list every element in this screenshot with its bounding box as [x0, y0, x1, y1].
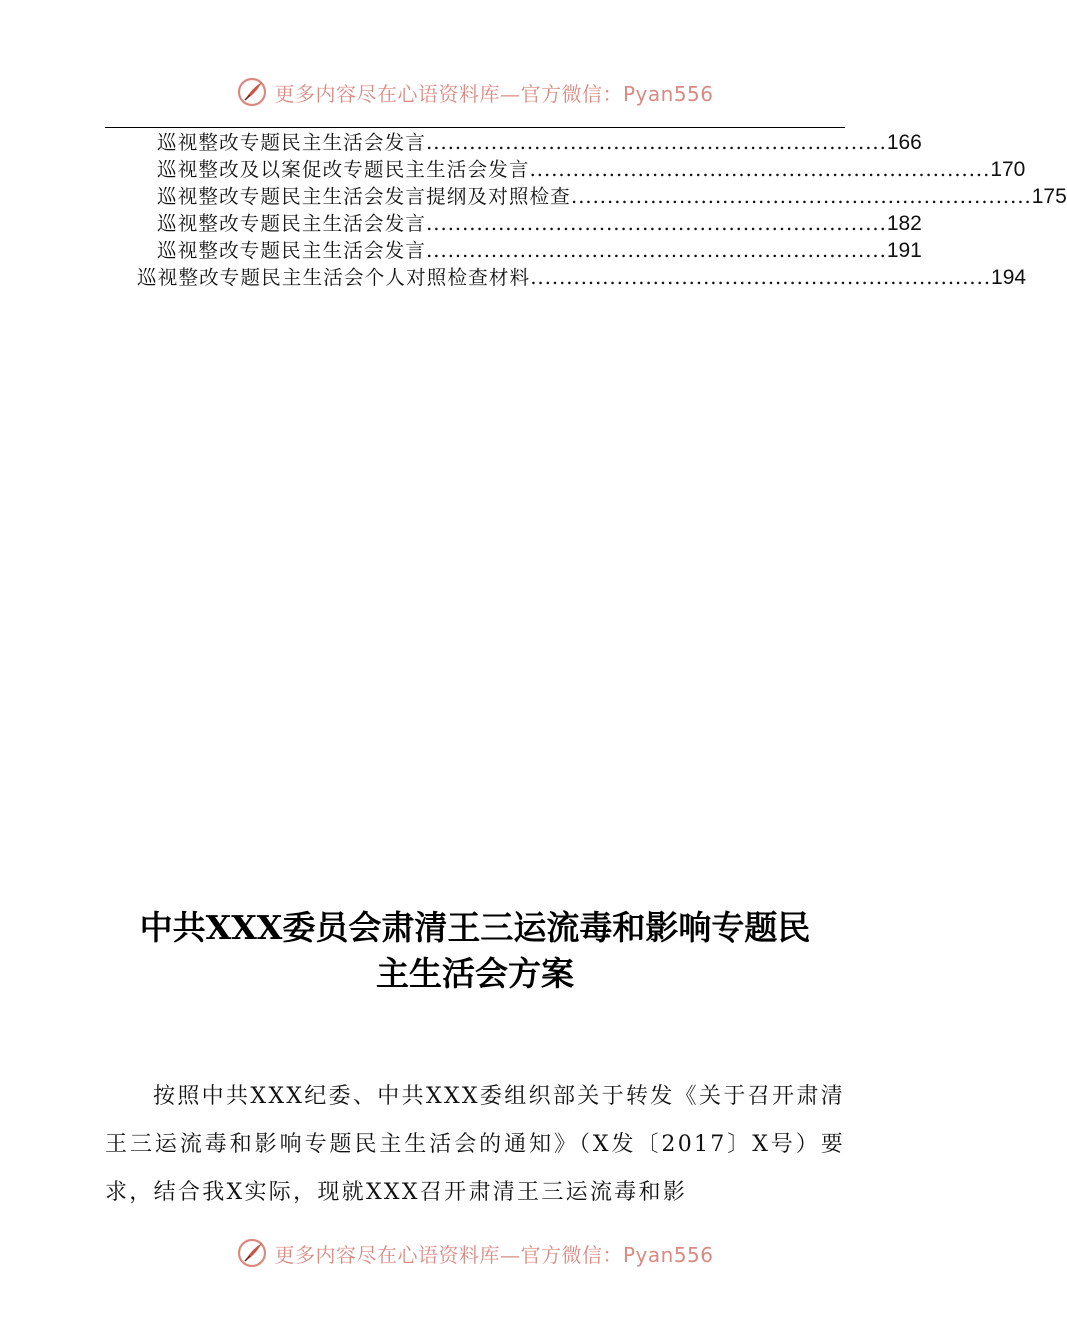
toc-entry[interactable]	[157, 156, 1026, 183]
watermark-footer	[0, 1233, 950, 1273]
toc-entry-title: 巡视整改专题民主生活会发言	[157, 131, 427, 154]
toc-entry[interactable]	[157, 183, 1067, 210]
body-paragraph: 按照中共XXX纪委、中共XXX委组织部关于转发《关于召开肃清王三运流毒和影响专题民主生活会的通知》（X发〔2017〕X号）要求，结合我X实际，现就XXX召开肃清王三运流毒和影	[105, 1084, 845, 1205]
watermark-text: 更多内容尽在心语资料库—官方微信：Pyan556	[274, 81, 714, 106]
toc-leader-dots: ................................................................	[426, 212, 887, 235]
toc-page-number: 194	[991, 266, 1027, 289]
document-title-line2: 主生活会方案	[376, 954, 574, 993]
toc-leader-dots: ................................................................	[529, 158, 991, 181]
toc-page-number: 166	[886, 131, 922, 154]
toc-page-number: 191	[886, 239, 922, 262]
toc-entry[interactable]	[137, 264, 1027, 291]
watermark-header	[0, 72, 950, 112]
toc-entry-title: 巡视整改专题民主生活会发言提纲及对照检查	[157, 185, 572, 208]
toc-entry-title: 巡视整改及以案促改专题民主生活会发言	[157, 158, 530, 181]
toc-entry-title: 巡视整改专题民主生活会发言	[157, 239, 427, 262]
toc-leader-dots: ................................................................	[571, 185, 1032, 208]
toc-page-number: 175	[1031, 185, 1067, 208]
toc-page-number: 170	[990, 158, 1026, 181]
header-rule	[105, 127, 845, 128]
toc-entry-title: 巡视整改专题民主生活会发言	[157, 212, 427, 235]
toc-entry-title: 巡视整改专题民主生活会个人对照检查材料	[137, 266, 531, 289]
document-title	[80, 905, 870, 997]
toc-leader-dots: ................................................................	[530, 266, 992, 289]
document-title-line1: 中共XXX委员会肃清王三运流毒和影响专题民	[139, 908, 811, 947]
toc-entry[interactable]	[157, 210, 922, 237]
toc-leader-dots: ................................................................	[426, 131, 887, 154]
watermark-text: 更多内容尽在心语资料库—官方微信：Pyan556	[274, 1242, 714, 1267]
quill-pen-icon	[236, 76, 268, 108]
toc-entry[interactable]	[157, 129, 922, 156]
quill-pen-icon	[236, 1237, 268, 1269]
toc-page-number: 182	[886, 212, 922, 235]
toc-entry[interactable]	[157, 237, 922, 264]
toc-leader-dots: ................................................................	[426, 239, 887, 262]
